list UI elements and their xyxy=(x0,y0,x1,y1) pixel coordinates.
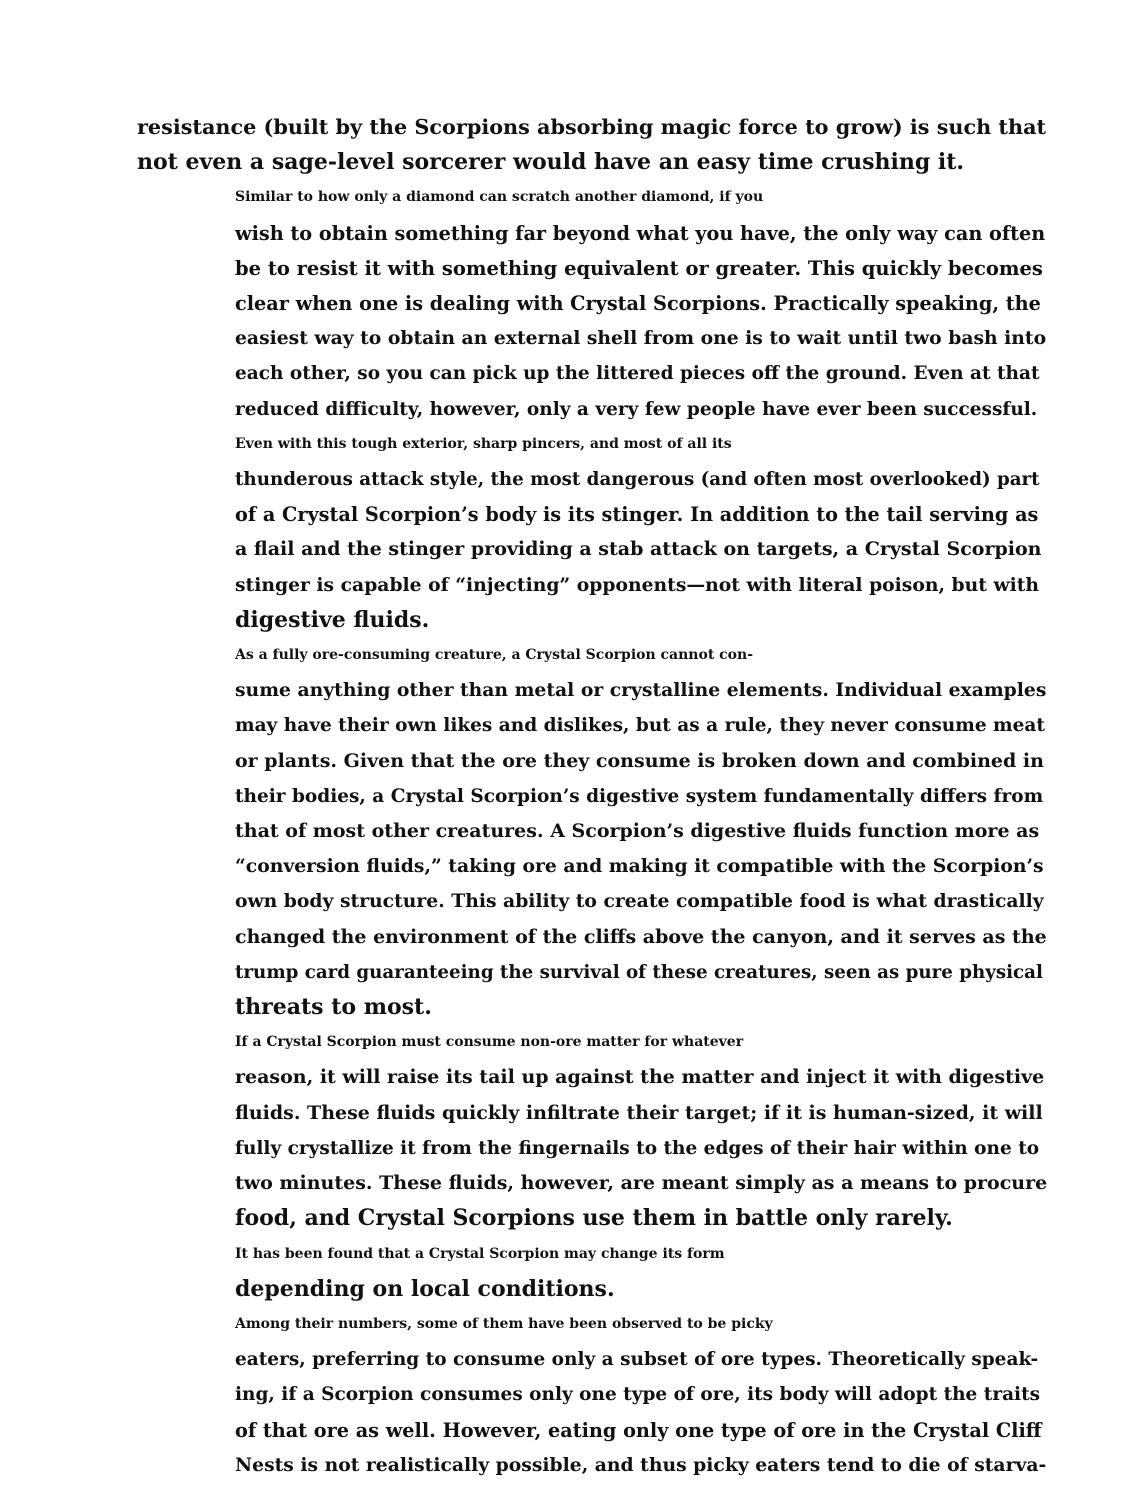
paragraph xyxy=(137,1237,1047,1307)
text-line: fluids. These fluids quickly infiltrate their target; if it is human-sized, it will xyxy=(235,1101,1043,1124)
paragraph xyxy=(137,1025,1047,1236)
text-line: own body structure. This ability to create compatible food is what drastically xyxy=(235,890,1044,913)
text-line: ing, if a Scorpion consumes only one type of ore, its body will adopt the traits xyxy=(235,1384,1041,1406)
paragraph xyxy=(137,427,1047,638)
text-line: two minutes. These fluids, however, are meant simply as a means to procure xyxy=(235,1172,1048,1195)
text-line: be to resist it with something equivalent or greater. This quickly becomes xyxy=(235,256,1043,280)
text-line: stinger is capable of “injecting” opponents—not with literal poison, but with xyxy=(235,573,1040,596)
text-line: digestive fluids. xyxy=(235,606,430,633)
text-line: trump card guaranteeing the survival of these creatures, seen as pure physical xyxy=(235,961,1043,983)
paragraph xyxy=(137,180,1047,426)
text-line: easiest way to obtain an external shell from one is to wait until two bash into xyxy=(235,327,1047,350)
text-line: “conversion fluids,” taking ore and making it compatible with the Scorpion’s xyxy=(235,855,1044,878)
text-line: may have their own likes and dislikes, but as a rule, they never consume meat xyxy=(235,715,1045,737)
text-line: Among their numbers, some of them have been observed to be picky xyxy=(235,1315,773,1332)
text-line: threats to most. xyxy=(235,994,432,1021)
paragraph xyxy=(137,1307,1047,1483)
paragraph xyxy=(137,110,1047,180)
text-line: Nests is not realistically possible, and thus picky eaters tend to die of starva- xyxy=(235,1453,1047,1476)
text-line: depending on local conditions. xyxy=(235,1275,615,1302)
text-line: that of most other creatures. A Scorpion’s digestive fluids function more as xyxy=(235,820,1040,843)
text-line: of that ore as well. However, eating only one type of ore in the Crystal Cliff xyxy=(235,1418,1042,1442)
text-line: wish to obtain something far beyond what you have, the only way can often xyxy=(235,221,1046,245)
text-line: resistance (built by the Scorpions absorbing magic force to grow) is such that xyxy=(137,115,1047,139)
document-page xyxy=(137,110,1047,1483)
text-line: eaters, preferring to consume only a subset of ore types. Theoretically speak- xyxy=(235,1349,1039,1371)
text-line: reason, it will raise its tail up against the matter and inject it with digestive xyxy=(235,1066,1045,1089)
text-line: not even a sage-level sorcerer would have an easy time crushing it. xyxy=(137,149,965,176)
text-line: of a Crystal Scorpion’s body is its stinger. In addition to the tail serving as xyxy=(235,503,1039,527)
text-line: It has been found that a Crystal Scorpion may change its form xyxy=(235,1245,725,1262)
text-line: If a Crystal Scorpion must consume non-ore matter for whatever xyxy=(235,1034,744,1051)
text-line: food, and Crystal Scorpions use them in battle only rarely. xyxy=(235,1205,953,1232)
text-line: or plants. Given that the ore they consume is broken down and combined in xyxy=(235,749,1044,772)
text-line: their bodies, a Crystal Scorpion’s digestive system fundamentally differs from xyxy=(235,785,1044,807)
text-line: changed the environment of the cliffs above the canyon, and it serves as the xyxy=(235,925,1047,948)
text-line: thunderous attack style, the most dangerous (and often most overlooked) part xyxy=(235,469,1040,491)
paragraph xyxy=(137,638,1047,1025)
text-line: As a fully ore-consuming creature, a Crystal Scorpion cannot con- xyxy=(235,647,754,664)
text-line: Even with this tough exterior, sharp pincers, and most of all its xyxy=(235,435,732,452)
text-line: sume anything other than metal or crystalline elements. Individual examples xyxy=(235,679,1047,702)
text-line: clear when one is dealing with Crystal Scorpions. Practically speaking, the xyxy=(235,292,1041,316)
text-line: each other, so you can pick up the littered pieces off the ground. Even at that xyxy=(235,363,1040,385)
text-line: a flail and the stinger providing a stab attack on targets, a Crystal Scorpion xyxy=(235,538,1042,561)
text-line: fully crystallize it from the fingernails to the edges of their hair within one to xyxy=(235,1137,1040,1159)
text-line: Similar to how only a diamond can scratch another diamond, if you xyxy=(235,189,764,206)
text-line: reduced difficulty, however, only a very few people have ever been successful. xyxy=(235,398,1038,420)
